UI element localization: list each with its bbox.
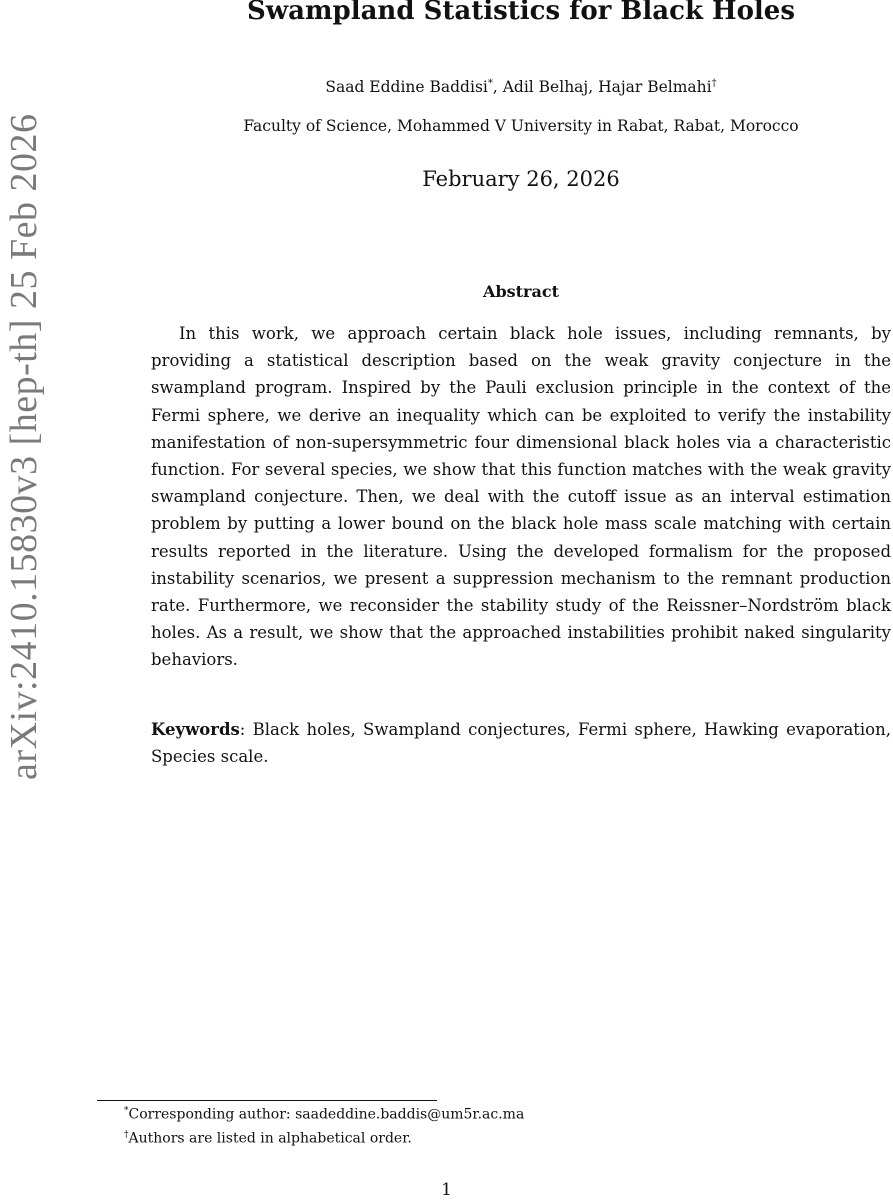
arxiv-identifier-stamp: arXiv:2410.15830v3 [hep-th] 25 Feb 2026	[3, 113, 45, 780]
author-mark-alphabetical: †	[711, 78, 717, 89]
keywords-label: Keywords	[151, 720, 240, 739]
footnote-divider	[97, 1100, 437, 1101]
author-first: Saad Eddine Baddisi	[325, 78, 488, 97]
footnote-text: Corresponding author: saadeddine.baddis@um5r.ac.ma	[128, 1106, 525, 1123]
paper-title: Swampland Statistics for Black Holes	[247, 0, 795, 26]
page-number: 1	[441, 1180, 452, 1200]
footnote-mark: †	[124, 1130, 129, 1140]
footnote-corresponding	[124, 1106, 524, 1123]
keywords	[151, 716, 891, 770]
abstract-heading: Abstract	[483, 282, 559, 301]
footnote-text: Authors are listed in alphabetical order.	[128, 1130, 412, 1147]
paper-date: February 26, 2026	[422, 167, 620, 191]
author-list	[150, 78, 892, 96]
footnote-mark: *	[124, 1106, 129, 1116]
footnote-alphabetical	[124, 1130, 412, 1147]
author-mark-corresponding: *	[487, 78, 493, 89]
affiliation: Faculty of Science, Mohammed V University in Rabat, Rabat, Morocco	[243, 117, 799, 135]
author-rest: , Adil Belhaj, Hajar Belmahi	[492, 78, 712, 97]
keywords-text: : Black holes, Swampland conjectures, Fermi sphere, Hawking evaporation, Species scale.	[151, 720, 891, 767]
abstract-body: In this work, we approach certain black hole issues, including remnants, by providing a statistical description based on the weak gravity conjecture in the swampland program. Inspired by the Pauli exclusion principle in the context of the Fermi sphere, we derive an inequality which can be exploited to verify the instability manifestation of non-supersymmetric four dimensional black holes via a characteristic function. For several species, we show that this function matches with the weak gravity swampland conjecture. Then, we deal with the cutoff issue as an interval estimation problem by putting a lower bound on the black hole mass scale matching with certain results reported in the literature. Using the developed formalism for the proposed instability scenarios, we present a suppression mechanism to the remnant production rate. Furthermore, we reconsider the stability study of the Reissner–Nordström black holes. As a result, we show that the approached instabilities prohibit naked singularity behaviors.	[151, 324, 891, 670]
